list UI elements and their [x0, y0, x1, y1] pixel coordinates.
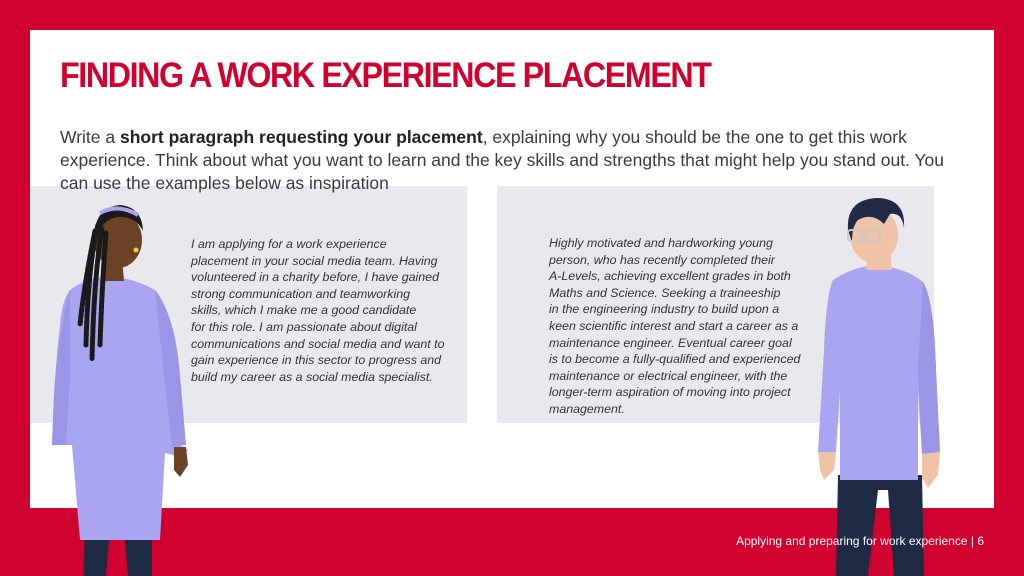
slide-footer: Applying and preparing for work experience | 6 [736, 534, 984, 548]
example-line: longer-term aspiration of moving into project [549, 385, 791, 400]
example-line: strong communication and teamworking [191, 286, 411, 301]
example-line: person, who has recently completed their [549, 252, 775, 267]
example-line: is to become a fully-qualified and experienced [549, 352, 801, 367]
example-line: volunteered in a charity before, I have gained [191, 270, 439, 285]
woman-illustration [40, 195, 200, 576]
example-line: I am applying for a work experience [191, 237, 387, 251]
intro-prefix: Write a [60, 127, 120, 147]
example-line: skills, which I make me a good candidate [191, 303, 417, 318]
example-line: A-Levels, achieving excellent grades in both [549, 269, 791, 284]
example-text-left [191, 236, 491, 385]
example-line: in the engineering industry to build upon a [549, 302, 780, 317]
example-line: gain experience in this sector to progress and [191, 353, 442, 368]
example-line: build my career as a social media specialist. [191, 369, 433, 384]
example-line: management. [549, 401, 625, 416]
example-line: for this role. I am passionate about digital [191, 319, 417, 334]
example-text-right [549, 235, 849, 418]
example-line: maintenance or electrical engineer, with the [549, 368, 788, 383]
man-illustration [818, 190, 943, 576]
intro-bold: short paragraph requesting your placement [119, 127, 483, 147]
slide-title: FINDING A WORK EXPERIENCE PLACEMENT [60, 56, 711, 95]
intro-paragraph [60, 126, 960, 195]
example-line: maintenance engineer. Eventual career goal [549, 335, 792, 350]
example-line: placement in your social media team. Having [191, 253, 438, 268]
example-line: Maths and Science. Seeking a traineeship [549, 285, 781, 300]
example-line: keen scientific interest and start a career as a [549, 318, 799, 333]
example-line: Highly motivated and hardworking young [549, 236, 773, 250]
example-line: communications and social media and want to [191, 336, 445, 351]
intro-suffix: , explaining why you should be the one to get this work experience. Think about what you want to learn and the key skills and strengths that might help you stand out. You can use the examples below as inspiration [60, 127, 944, 193]
